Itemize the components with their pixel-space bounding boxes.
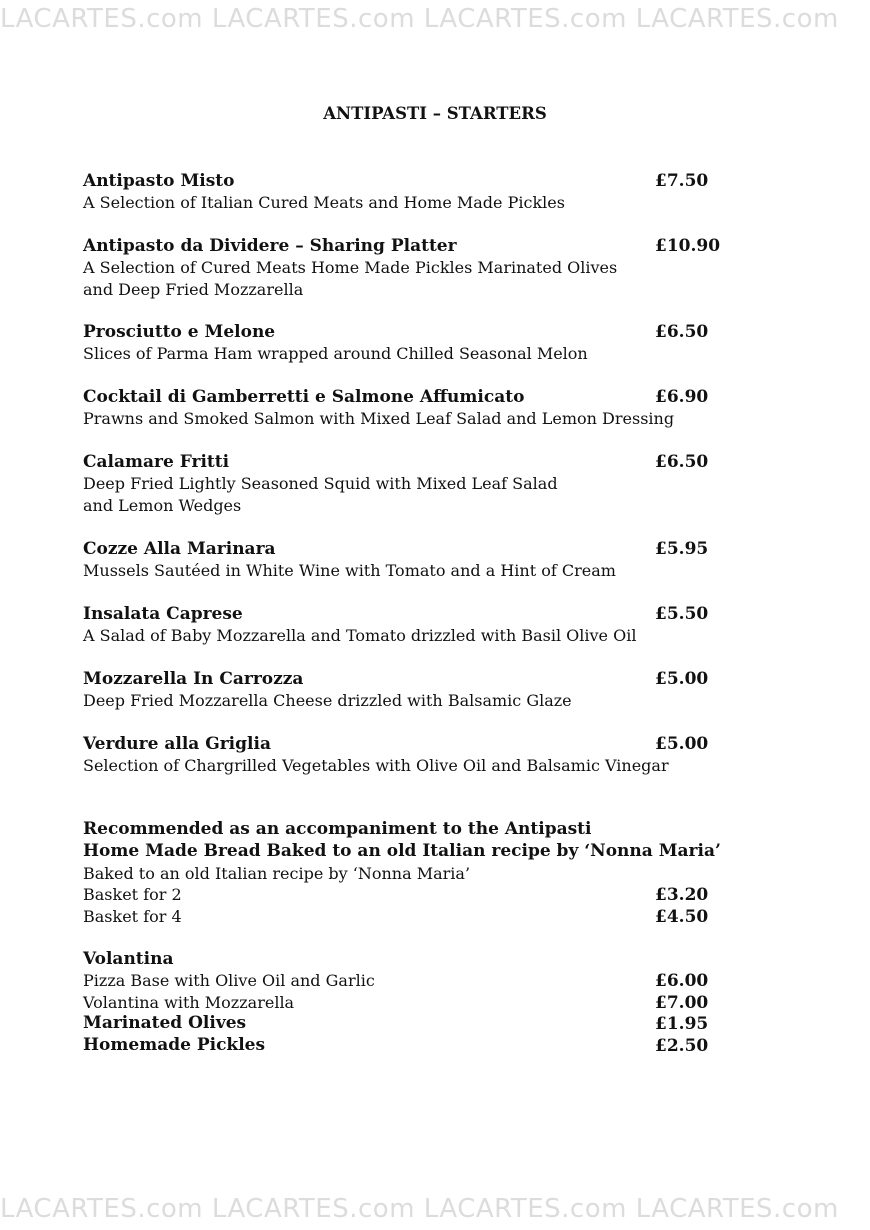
item-description: Slices of Parma Ham wrapped around Chilled Seasonal Melon <box>83 344 588 363</box>
bread-recommendation-heading: Recommended as an accompaniment to the Antipasti <box>83 819 592 839</box>
item-description: A Selection of Cured Meats Home Made Pickles Marinated Olives <box>83 258 618 277</box>
watermark-top: LACARTES.com LACARTES.com LACARTES.com LACARTES.com <box>0 4 839 34</box>
item-description: Deep Fried Lightly Seasoned Squid with Mixed Leaf Salad <box>83 474 558 493</box>
volantina-option-price: £7.00 <box>655 993 709 1013</box>
item-name: Verdure alla Griglia <box>83 734 271 754</box>
item-name: Cozze Alla Marinara <box>83 539 276 559</box>
item-price: £5.95 <box>655 539 709 559</box>
item-name: Calamare Fritti <box>83 452 230 472</box>
item-name: Cocktail di Gamberretti e Salmone Affumicato <box>83 387 525 407</box>
menu-title: ANTIPASTI – STARTERS <box>323 104 547 123</box>
watermark-bottom: LACARTES.com LACARTES.com LACARTES.com LACARTES.com <box>0 1194 839 1224</box>
item-price: £6.90 <box>655 387 709 407</box>
bread-option-label: Basket for 2 <box>83 885 182 904</box>
item-price: £6.50 <box>655 452 709 472</box>
item-name: Antipasto da Dividere – Sharing Platter <box>83 236 457 256</box>
volantina-heading: Volantina <box>83 949 174 969</box>
volantina-option-price: £6.00 <box>655 971 709 991</box>
bread-description: Baked to an old Italian recipe by ‘Nonna Maria’ <box>83 864 471 883</box>
side-item-price: £1.95 <box>655 1014 709 1034</box>
item-price: £6.50 <box>655 322 709 342</box>
item-description-line2: and Deep Fried Mozzarella <box>83 279 304 299</box>
bread-option-price: £3.20 <box>655 885 709 905</box>
item-price: £5.50 <box>655 604 709 624</box>
item-name: Prosciutto e Melone <box>83 322 276 342</box>
item-price: £7.50 <box>655 171 709 191</box>
item-name: Insalata Caprese <box>83 604 243 624</box>
item-description: Prawns and Smoked Salmon with Mixed Leaf Salad and Lemon Dressing <box>83 409 675 428</box>
side-item-label: Homemade Pickles <box>83 1035 266 1055</box>
volantina-option-label: Pizza Base with Olive Oil and Garlic <box>83 971 375 990</box>
item-name: Mozzarella In Carrozza <box>83 669 304 689</box>
item-price: £10.90 <box>655 236 721 256</box>
side-item-label: Marinated Olives <box>83 1013 247 1033</box>
side-item-price: £2.50 <box>655 1036 709 1056</box>
item-name: Antipasto Misto <box>83 171 235 191</box>
bread-option-price: £4.50 <box>655 907 709 927</box>
volantina-option-label: Volantina with Mozzarella <box>83 993 295 1012</box>
item-description: Deep Fried Mozzarella Cheese drizzled with Balsamic Glaze <box>83 691 572 710</box>
bread-option-label: Basket for 4 <box>83 907 182 926</box>
bread-heading: Home Made Bread Baked to an old Italian recipe by ‘Nonna Maria’ <box>83 841 721 861</box>
item-description: Mussels Sautéed in White Wine with Tomato and a Hint of Cream <box>83 561 616 580</box>
item-price: £5.00 <box>655 734 709 754</box>
item-description-line2: and Lemon Wedges <box>83 495 242 515</box>
item-description: A Salad of Baby Mozzarella and Tomato drizzled with Basil Olive Oil <box>83 626 637 645</box>
item-description: Selection of Chargrilled Vegetables with Olive Oil and Balsamic Vinegar <box>83 756 669 775</box>
item-price: £5.00 <box>655 669 709 689</box>
item-description: A Selection of Italian Cured Meats and Home Made Pickles <box>83 193 565 212</box>
